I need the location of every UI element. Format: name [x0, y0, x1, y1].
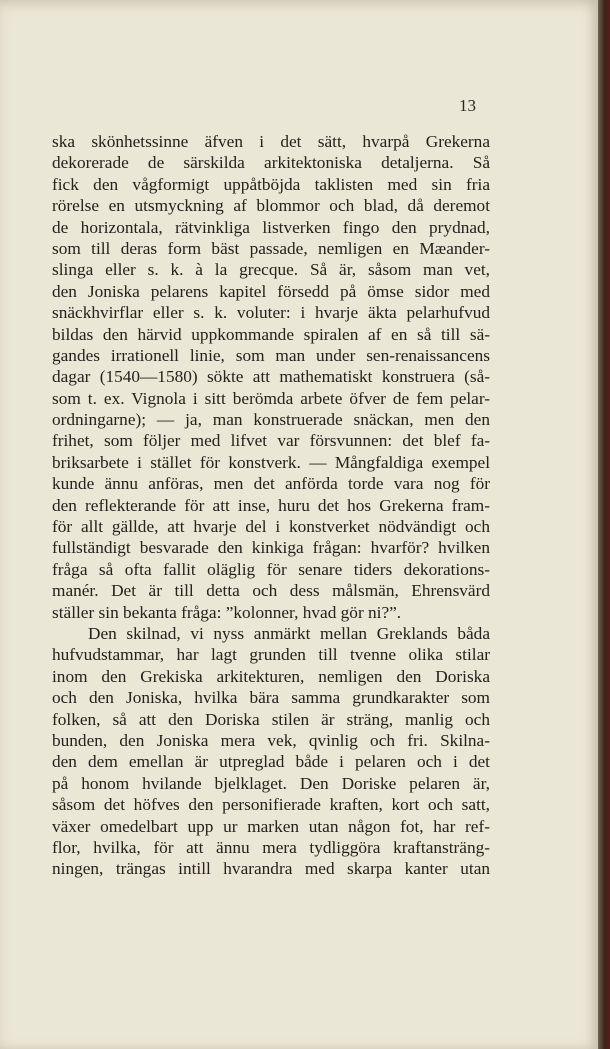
text-line: bunden, den Joniska mera vek, qvinlig och fri. Skilna-: [52, 730, 490, 750]
text-line: briksarbete i stället för konstverk. — Mångfaldiga exempel: [52, 452, 490, 472]
text-line: kunde ännu anföras, men det anförda torde vara nog för: [52, 474, 490, 494]
text-line: slinga eller s. k. à la grecque. Så är, såsom man vet,: [52, 260, 490, 280]
text-line: snäckhvirflar eller s. k. voluter: i hvarje äkta pelarhufvud: [52, 303, 490, 323]
paragraph-end-line: ställer sin bekanta fråga: ”kolonner, hvad gör ni?”.: [52, 602, 402, 622]
text-line: fick den vågformigt uppåtböjda taklisten med sin fria: [52, 174, 490, 194]
text-line: och den Joniska, hvilka bära samma grundkarakter som: [52, 688, 490, 708]
text-line: såsom det höfves den personifierade kraften, kort och satt,: [52, 795, 490, 815]
book-spine-edge: [598, 0, 610, 1049]
text-line: på honom hvilande bjelklaget. Den Doriske pelaren är,: [52, 773, 490, 793]
text-line: flor, hvilka, för att ännu mera tydliggöra kraftansträng-: [52, 837, 490, 857]
text-line: ska skönhetssinne äfven i det sätt, hvarpå Grekerna: [52, 132, 490, 151]
body-text: [52, 131, 490, 880]
text-line: fullständigt besvarade den kinkiga frågan: hvarför? hvilken: [52, 538, 490, 558]
paragraph-start-line: Den skilnad, vi nyss anmärkt mellan Greklands båda: [88, 623, 490, 643]
text-line: som till deras form bäst passade, nemligen en Mæander-: [52, 238, 490, 258]
text-line: frihet, som följer med lifvet var försvunnen: det blef fa-: [52, 431, 490, 451]
text-line: folken, så att den Doriska stilen är sträng, manlig och: [52, 709, 490, 729]
text-line: för allt gällde, att hvarje del i konstverket nödvändigt och: [52, 517, 490, 537]
text-line: som t. ex. Vignola i sitt berömda arbete öfver de fem pelar-: [52, 388, 490, 408]
text-line: den Joniska pelarens kapitel försedd på ömse sidor med: [52, 281, 490, 301]
text-line: dekorerade de särskilda arkitektoniska detaljerna. Så: [52, 153, 490, 173]
text-line: bildas den härvid uppkommande spiralen af en så till sä-: [52, 324, 490, 344]
text-line: den reflekterande för att inse, huru det hos Grekerna fram-: [52, 495, 490, 515]
text-line: fråga så ofta fallit oläglig för senare tiders dekorations-: [52, 559, 490, 579]
text-line: växer omedelbart upp ur marken utan någon fot, har ref-: [52, 816, 490, 836]
text-line: ordningarne); — ja, man konstruerade snäckan, men den: [52, 410, 490, 430]
text-line: dagar (1540—1580) sökte att mathematiskt konstruera (så-: [52, 367, 490, 387]
text-line: hufvudstammar, har lagt grunden till tvenne olika stilar: [52, 645, 490, 665]
page-number: 13: [459, 96, 476, 115]
text-line: inom den Grekiska arkitekturen, nemligen den Doriska: [52, 666, 490, 686]
text-line: rörelse en utsmyckning af blommor och blad, då deremot: [52, 196, 490, 216]
text-line: gandes irrationell linie, som man under sen-renaissancens: [52, 345, 490, 365]
text-line: manér. Det är till detta och dess målsmän, Ehrensvärd: [52, 581, 490, 601]
text-line: ningen, trängas intill hvarandra med skarpa kanter utan: [52, 859, 490, 879]
text-line: de horizontala, rätvinkliga listverken fingo den prydnad,: [52, 217, 490, 237]
text-line: den dem emellan är utpreglad både i pelaren och i det: [52, 752, 490, 772]
